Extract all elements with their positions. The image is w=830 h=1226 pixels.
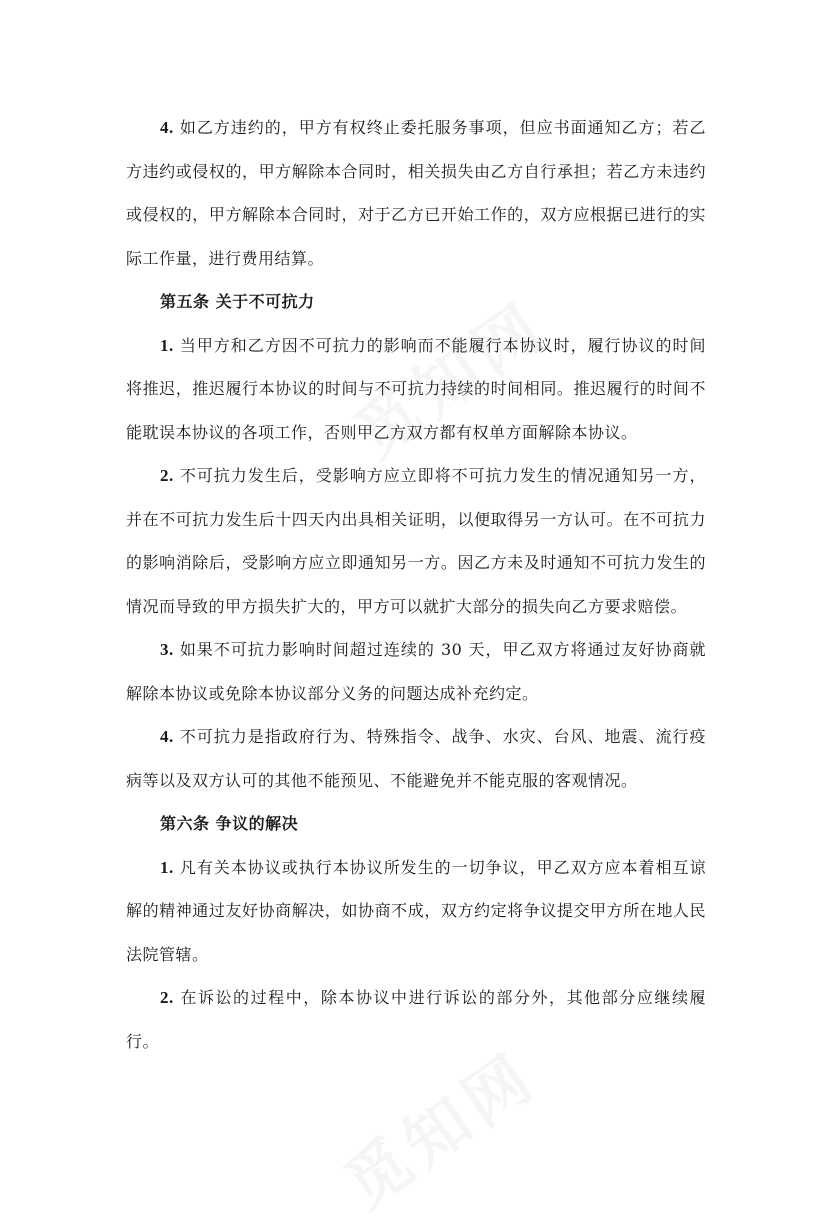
clause-paragraph [126,976,706,1063]
section-heading: 第五条 关于不可抗力 [160,292,315,311]
clause-number: 3. [160,640,174,659]
clause-number: 2. [160,988,174,1007]
clause-number: 4. [160,727,174,746]
clause-text: 在诉讼的过程中，除本协议中进行诉讼的部分外，其他部分应继续履行。 [126,988,706,1051]
clause-paragraph [126,628,706,715]
clause-text: 不可抗力发生后，受影响方应立即将不可抗力发生的情况通知另一方，并在不可抗力发生后十四天内出具相关证明，以便取得另一方认可。在不可抗力的影响消除后，受影响方应立即通知另一方。因乙方未及时通知不可抗力发生的情况而导致的甲方损失扩大的，甲方可以就扩大部分的损失向乙方要求赔偿。 [126,466,706,616]
document-body [126,106,706,1063]
clause-paragraph [126,324,706,455]
clause-text: 不可抗力是指政府行为、特殊指令、战争、水灾、台风、地震、流行疫病等以及双方认可的其他不能预见、不能避免并不能克服的客观情况。 [126,727,706,790]
clause-text: 如乙方违约的，甲方有权终止委托服务事项，但应书面通知乙方；若乙方违约或侵权的，甲方解除本合同时，相关损失由乙方自行承担；若乙方未违约或侵权的，甲方解除本合同时，对于乙方已开始工作的，双方应根据已进行的实际工作量，进行费用结算。 [126,118,706,268]
clause-paragraph [126,715,706,802]
clause-paragraph [126,846,706,977]
clause-text: 如果不可抗力影响时间超过连续的 30 天，甲乙双方将通过友好协商就解除本协议或免除本协议部分义务的问题达成补充约定。 [126,640,706,703]
clause-number: 2. [160,466,174,485]
clause-paragraph [126,106,706,280]
clause-number: 4. [160,118,174,137]
clause-paragraph [126,454,706,628]
section-heading: 第六条 争议的解决 [160,814,299,833]
clause-text: 当甲方和乙方因不可抗力的影响而不能履行本协议时，履行协议的时间将推迟，推迟履行本协议的时间与不可抗力持续的时间相同。推迟履行的时间不能耽误本协议的各项工作，否则甲乙方双方都有权单方面解除本协议。 [126,335,706,442]
clause-text: 凡有关本协议或执行本协议所发生的一切争议，甲乙双方应本着相互谅解的精神通过友好协商解决，如协商不成，双方约定将争议提交甲方所在地人民法院管辖。 [126,857,706,964]
clause-number: 1. [160,335,174,355]
clause-number: 1. [160,857,174,877]
